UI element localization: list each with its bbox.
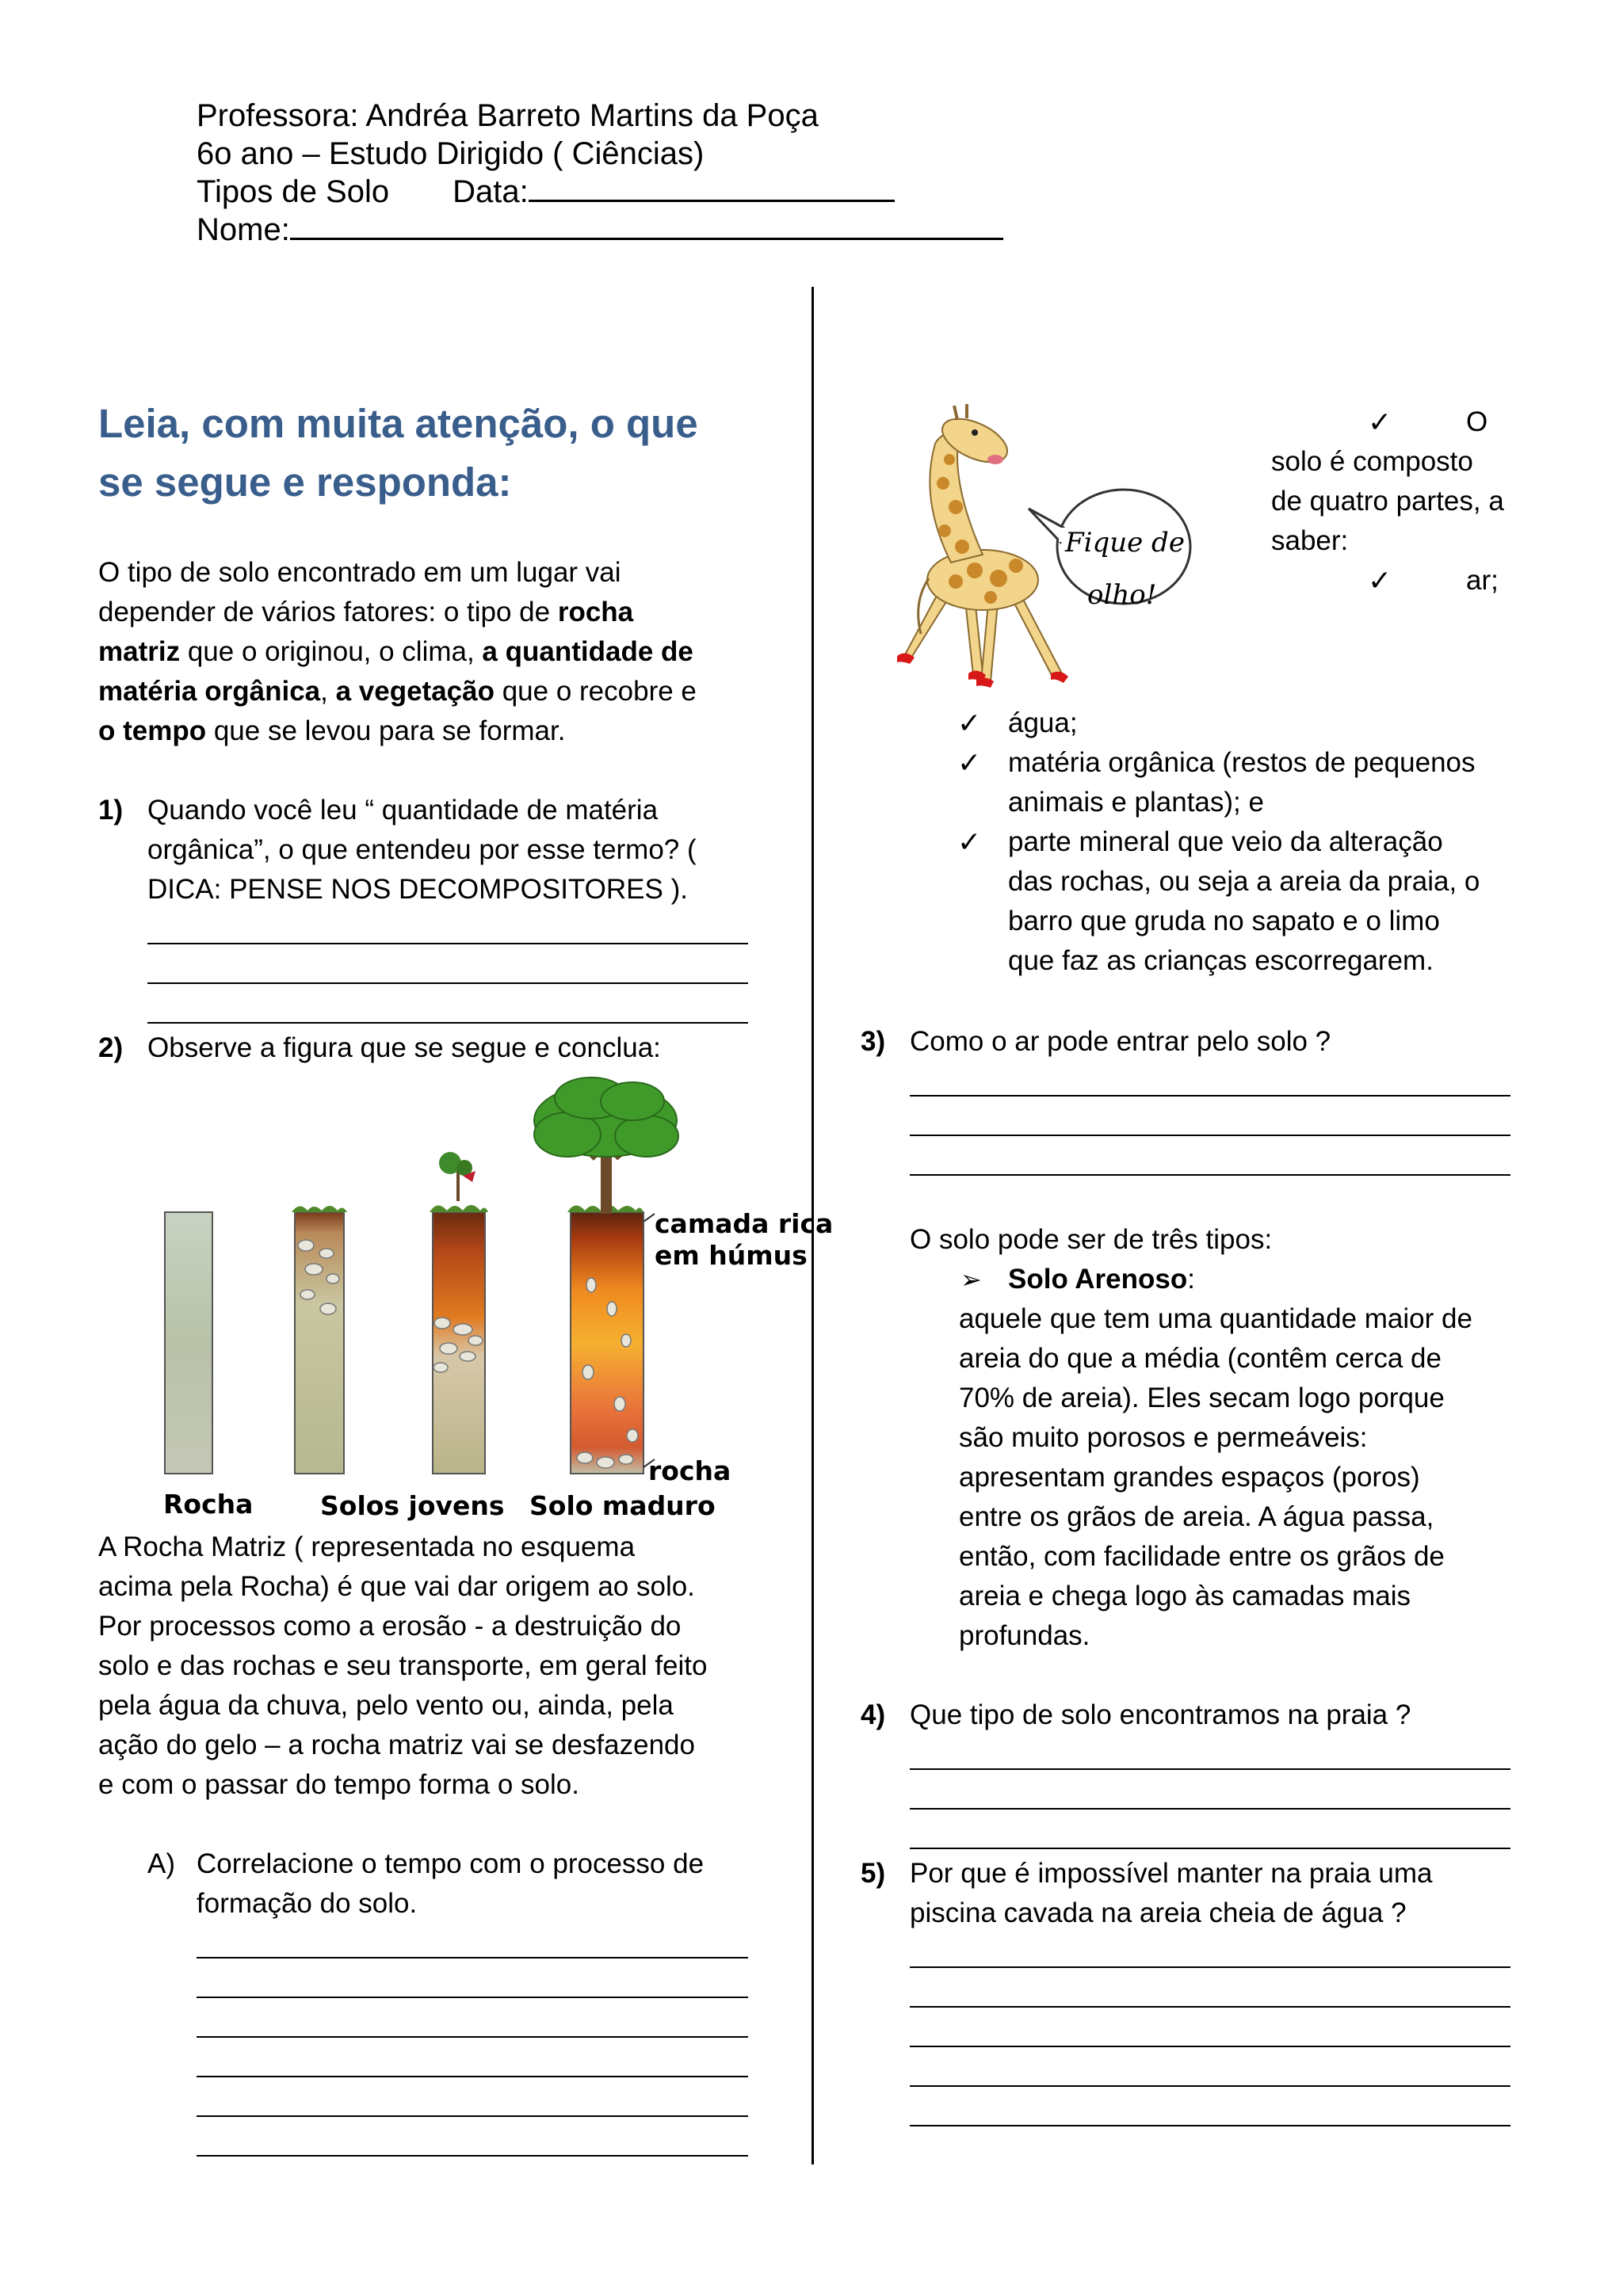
intro-line: matriz que o originou, o clima, a quantidade de: [98, 636, 693, 667]
intro-paragraph: [98, 553, 697, 751]
label-solos-jovens: Solos jovens: [320, 1490, 505, 1521]
arenoso-line: profundas.: [959, 1620, 1090, 1651]
q1-line: orgânica”, o que entendeu por esse termo? (: [147, 834, 697, 865]
answer-line[interactable]: [910, 2085, 1510, 2087]
question-a-text: [197, 1844, 704, 1924]
question-4-number: 4): [861, 1699, 886, 1730]
answer-line[interactable]: [147, 982, 748, 984]
q5-line: piscina cavada na areia cheia de água ?: [910, 1897, 1407, 1928]
label-rocha: Rocha: [163, 1489, 254, 1520]
name-label: Nome:: [197, 212, 290, 247]
bubble-text-line-1: Fique de: [1065, 527, 1185, 559]
intro-line: depender de vários fatores: o tipo de rocha: [98, 597, 634, 627]
part-line: parte mineral que veio da alteração: [1008, 826, 1443, 857]
question-5-number: 5): [861, 1858, 886, 1889]
check-icon: ✓: [1368, 406, 1392, 438]
part-ar: ar;: [1466, 565, 1499, 596]
rocha-line: pela água da chuva, pelo vento ou, ainda, pela: [98, 1690, 674, 1721]
solo-arenoso-heading: Solo Arenoso:: [1008, 1264, 1195, 1295]
question-1-text: [147, 791, 697, 910]
solo-arenoso-title: Solo Arenoso: [1008, 1264, 1188, 1295]
answer-line[interactable]: [910, 1135, 1510, 1136]
name-line: [197, 211, 1003, 249]
qa-line: formação do solo.: [197, 1888, 418, 1919]
intro-line: O tipo de solo encontrado em um lugar vai: [98, 557, 621, 588]
q5-line: Por que é impossível manter na praia uma: [910, 1858, 1433, 1889]
part-agua: água;: [1008, 707, 1078, 738]
soil-types-intro: O solo pode ser de três tipos:: [910, 1224, 1273, 1255]
question-4-text: Que tipo de solo encontramos na praia ?: [910, 1699, 1411, 1730]
answer-line[interactable]: [910, 1768, 1510, 1770]
answer-line[interactable]: [197, 2036, 748, 2038]
arenoso-line: areia e chega logo às camadas mais: [959, 1581, 1411, 1611]
solo-intro-line: de quatro partes, a: [1271, 486, 1504, 517]
solo-intro-line: saber:: [1271, 525, 1349, 556]
answer-line[interactable]: [910, 1966, 1510, 1968]
answer-line[interactable]: [147, 943, 748, 944]
question-5-text: [910, 1854, 1433, 1933]
bubble-text-line-2: olho!: [1087, 579, 1157, 611]
rocha-matriz-paragraph: [98, 1527, 707, 1805]
arenoso-line: apresentam grandes espaços (poros): [959, 1462, 1420, 1493]
q1-line: DICA: PENSE NOS DECOMPOSITORES ).: [147, 874, 688, 905]
part-mineral: [1008, 822, 1480, 981]
teacher-line: Professora: Andréa Barreto Martins da Poça: [197, 98, 819, 133]
question-1-number: 1): [98, 795, 124, 826]
arenoso-line: aquele que tem uma quantidade maior de: [959, 1303, 1472, 1334]
solo-arenoso-description: [959, 1299, 1472, 1656]
grade-line: 6o ano – Estudo Dirigido ( Ciências): [197, 136, 705, 171]
check-icon: ✓: [957, 746, 982, 779]
arrow-bullet-icon: ➢: [960, 1265, 982, 1294]
arenoso-line: são muito porosos e permeáveis:: [959, 1422, 1368, 1453]
answer-line[interactable]: [910, 2006, 1510, 2008]
date-field[interactable]: [529, 173, 895, 202]
instruction-title: [98, 395, 780, 512]
solo-intro-o: O: [1466, 406, 1488, 437]
part-line: das rochas, ou seja a areia da praia, o: [1008, 866, 1480, 897]
answer-line[interactable]: [910, 2125, 1510, 2126]
answer-line[interactable]: [197, 2076, 748, 2077]
question-3-text: Como o ar pode entrar pelo solo ?: [910, 1026, 1331, 1057]
answer-line[interactable]: [197, 1997, 748, 1998]
arenoso-line: entre os grãos de areia. A água passa,: [959, 1501, 1434, 1532]
part-line: barro que gruda no sapato e o limo: [1008, 906, 1440, 936]
check-icon: ✓: [957, 707, 982, 739]
part-line: que faz as crianças escorregarem.: [1008, 945, 1434, 976]
date-label: Data:: [453, 174, 529, 209]
rocha-line: e com o passar do tempo forma o solo.: [98, 1769, 579, 1800]
answer-line[interactable]: [147, 1022, 748, 1024]
answer-line[interactable]: [910, 1848, 1510, 1849]
label-rock-base: rocha: [648, 1455, 731, 1486]
part-line: matéria orgânica (restos de pequenos: [1008, 747, 1476, 778]
label-solo-maduro: Solo maduro: [529, 1490, 716, 1521]
answer-line[interactable]: [197, 1957, 748, 1958]
topic-date-line: [197, 173, 1003, 211]
rock-column: [165, 1212, 212, 1474]
arenoso-line: 70% de areia). Eles secam logo porque: [959, 1383, 1445, 1413]
answer-line[interactable]: [910, 2046, 1510, 2047]
title-line-2: se segue e responda:: [98, 460, 512, 505]
question-3-number: 3): [861, 1026, 886, 1057]
intro-line: o tempo que se levou para se formar.: [98, 715, 566, 746]
rocha-line: solo e das rochas e seu transporte, em geral feito: [98, 1650, 708, 1681]
question-a-letter: A): [147, 1848, 175, 1879]
answer-line[interactable]: [197, 2155, 748, 2157]
rocha-line: ação do gelo – a rocha matriz vai se desfazendo: [98, 1730, 695, 1760]
answer-line[interactable]: [910, 1095, 1510, 1097]
worksheet-header: [197, 97, 1003, 249]
qa-line: Correlacione o tempo com o processo de: [197, 1848, 705, 1879]
arenoso-line: então, com facilidade entre os grãos de: [959, 1541, 1445, 1572]
rocha-line: acima pela Rocha) é que vai dar origem ao solo.: [98, 1571, 695, 1602]
q1-line: Quando você leu “ quantidade de matéria: [147, 795, 659, 826]
topic-label: Tipos de Solo: [197, 174, 390, 209]
arenoso-line: areia do que a média (contêm cerca de: [959, 1343, 1442, 1374]
title-line-1: Leia, com muita atenção, o que: [98, 401, 698, 446]
label-humus-1: camada rica: [655, 1208, 834, 1239]
name-field[interactable]: [290, 211, 1003, 240]
question-2-number: 2): [98, 1032, 124, 1063]
intro-line: matéria orgânica, a vegetação que o recobre e: [98, 676, 697, 707]
answer-line[interactable]: [197, 2115, 748, 2117]
rocha-line: A Rocha Matriz ( representada no esquema: [98, 1531, 636, 1562]
rocha-line: Por processos como a erosão - a destruição do: [98, 1611, 682, 1642]
part-line: animais e plantas); e: [1008, 787, 1264, 818]
solo-intro-line: solo é composto: [1271, 446, 1473, 477]
answer-line[interactable]: [910, 1174, 1510, 1176]
check-icon: ✓: [1368, 564, 1392, 597]
answer-line[interactable]: [910, 1808, 1510, 1810]
part-materia-organica: [1008, 743, 1476, 822]
solo-intro: [1271, 442, 1504, 561]
question-2-text: Observe a figura que se segue e conclua:: [147, 1032, 661, 1063]
label-humus-2: em húmus: [655, 1240, 808, 1271]
check-icon: ✓: [957, 826, 982, 858]
